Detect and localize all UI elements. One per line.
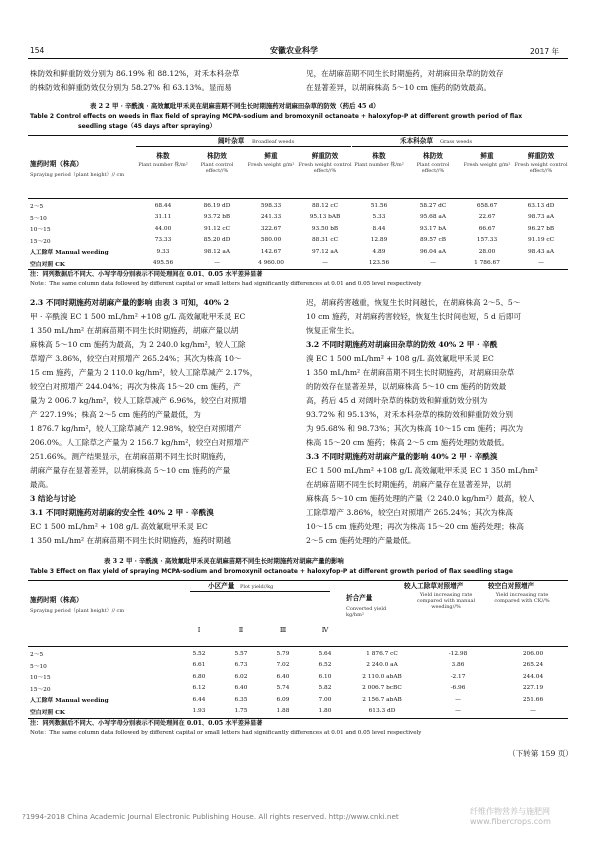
- table3-col-period-cn: 施药时期（株高）: [30, 596, 83, 604]
- paragraph-line: 麻株高 5～10 cm 施药为最高，为 2 240.0 kg/hm²，较人工除: [30, 340, 246, 349]
- table2-cell: 73.33: [154, 237, 172, 244]
- footer-copyright: ?1994-2018 China Academic Journal Electronic Publishing House. All rights reserved. http://www.cnki.net: [22, 812, 399, 821]
- intro-right-1: 见，在胡麻苗期不同生长时期施药，对胡麻田杂草的防效存: [306, 69, 504, 78]
- table2-cell: 5.33: [372, 214, 386, 221]
- table2-subheader-cn: 株数: [372, 152, 386, 160]
- table2-col-period-cn: 施药时期（株高）: [30, 160, 83, 168]
- table-row: [28, 671, 568, 683]
- page-number: 154: [30, 46, 45, 55]
- table2-cell: 88.31 cC: [311, 237, 339, 244]
- table3-cell: 2 110.0 abAB: [362, 673, 402, 680]
- table2-period-cell: 人工除草 Manual weeding: [30, 250, 109, 257]
- table3-cell: 3.86: [451, 662, 465, 669]
- table3-top-rule: [28, 580, 568, 581]
- table2-cell: 63.13 dD: [527, 202, 555, 209]
- table2-group-rule-left: [136, 146, 351, 147]
- table3-cell: 1.75: [234, 708, 248, 715]
- table2-cell: 98.73 aA: [527, 214, 555, 221]
- table2-caption-en-1: Table 2 Control effects on weeds in flax field of spraying MCPA-sodium and bromoxynil octanoate + haloxyfop-P at different growth period of flax: [30, 113, 523, 120]
- paragraph-line: 胡麻产量存在显著差异，以胡麻株高 5～10 cm 施药的产量: [30, 466, 231, 475]
- table2-cell: —: [538, 260, 544, 267]
- subsection-heading: 3.1 不同时期施药对胡麻的安全性 40% 2 甲 · 辛酰溴: [30, 508, 214, 517]
- table2-subheader-cn: 鲜重防效: [311, 152, 339, 160]
- table3-cell: 251.66: [522, 696, 544, 703]
- paragraph-line: 麻株高 5～10 cm 施药处理的产量（2 240.0 kg/hm²）最高，较人: [306, 494, 535, 503]
- table-row: [28, 683, 568, 695]
- table3-cell: 6.09: [276, 696, 290, 703]
- subsection-heading: 2.3 不同时期施药对胡麻产量的影响 由表 3 可知，40% 2: [30, 298, 230, 307]
- paragraph-line: 15 cm 施药，产量为 2 110.0 kg/hm²，较人工除草减产 2.17%，: [30, 368, 258, 377]
- table2-cell: 98.43 aA: [527, 248, 555, 255]
- table3-note-cn: 注：同列数据后不同大、小写字母分别表示不同处理间在 0.01、0.05 水平差异显著: [30, 720, 263, 727]
- table3-rep-header: Ⅰ: [197, 626, 201, 634]
- table2-period-cell: 15～20: [30, 238, 51, 245]
- paragraph-line: 为 95.68% 和 98.73%；其次为株高 10～15 cm 施药；再次为: [306, 424, 524, 433]
- table3-cell: —: [455, 708, 461, 715]
- table2-cell: —: [214, 260, 220, 267]
- table2-col-period-en: Spraying period（plant height）// cm: [30, 172, 125, 178]
- table-row: [28, 212, 568, 224]
- table3-vs-ck-en: Yield increasing rate compared with CK//%: [494, 592, 550, 604]
- table2-subheader-en: Fresh weight control effect//%: [514, 162, 568, 174]
- table2-subheader-en: Plant number 株/m²: [138, 162, 188, 168]
- paragraph-line: 草增产 3.86%，较空白对照增产 265.24%；其次为株高 10～: [30, 354, 242, 363]
- table3-cell: 5.52: [192, 650, 206, 657]
- table2-cell: 93.17 bA: [419, 225, 447, 232]
- table3-cell: 265.24: [522, 662, 544, 669]
- table2-cell: —: [430, 260, 436, 267]
- table2-cell: 93.50 bB: [311, 225, 339, 232]
- table3-caption-cn: 表 3 2 甲 · 辛酰溴 · 高效氟吡甲禾灵在胡麻苗期不同生长时期施药对胡麻产量的影响: [104, 557, 344, 565]
- table3-cell: 6.35: [234, 696, 248, 703]
- table3-cell: 2 006.7 bcBC: [362, 685, 402, 692]
- table2-group-grass-cn: 禾本科杂草: [400, 137, 433, 145]
- table3-period-cell: 15～20: [30, 686, 51, 693]
- paragraph-line: 较空白对照增产 244.04%；再次为株高 15～20 cm 施药，产: [30, 382, 241, 391]
- table2-cell: 142.67: [260, 248, 282, 255]
- table2-period-cell: 10～15: [30, 227, 51, 234]
- table3-cell: 206.00: [522, 650, 544, 657]
- table3-period-cell: 5～10: [30, 663, 47, 670]
- table2-subheader-en: Plant control effect//%: [200, 162, 234, 174]
- continued-note: （下转第 159 页）: [508, 749, 573, 758]
- table3-cell: -2.17: [450, 673, 466, 680]
- paragraph-line: 1 350 mL/hm² 在胡麻苗期不同生长时期施药，对胡麻田杂草: [306, 368, 515, 377]
- paragraph-line: 在胡麻苗期不同生长时期施药，胡麻产量存在显著差异，以胡: [306, 480, 512, 489]
- table3-vs-manual-en: Yield increasing rate compared with manual weeding//%: [416, 592, 476, 610]
- table2-cell: 598.33: [260, 202, 282, 209]
- table3-cell: 7.00: [318, 696, 332, 703]
- table2-cell: 44.00: [154, 225, 172, 232]
- table2-note-en: Note：The same column data followed by different capital or small letters had significantly differences at 0.01 and 0.05 level respectively: [30, 281, 422, 287]
- table3-cell: 2 156.7 abAB: [362, 696, 402, 703]
- table2-cell: 22.67: [478, 214, 496, 221]
- table2-subheader-cn: 鲜重防效: [527, 152, 555, 160]
- table2-cell: 86.19 dD: [203, 202, 231, 209]
- table2-cell: 95.68 aA: [419, 214, 447, 221]
- table2-cell: 51.56: [370, 202, 388, 209]
- table2-subheader: [190, 152, 244, 174]
- table3-cell: 6.61: [192, 662, 206, 669]
- subsection-heading: 3.3 不同时期施药对胡麻产量的影响 40% 2 甲 · 辛酰溴: [306, 452, 498, 461]
- table3-period-cell: 2～5: [30, 652, 44, 659]
- table3-cell: 244.04: [522, 673, 544, 680]
- table3-cell: —: [530, 708, 536, 715]
- table2-cell: 4.89: [372, 248, 386, 255]
- table3-cell: -6.96: [450, 685, 466, 692]
- table3-vs-manual-cn: 较人工除草对照增产: [404, 582, 464, 590]
- table3-cell: 5.74: [276, 685, 290, 692]
- table3-caption-en: Table 3 Effect on flax yield of spraying MCPA-sodium and bromoxynil octanoate + haloxyfop-P at different growth period of flax seedling stage: [30, 568, 513, 575]
- table2-cell: 241.33: [260, 214, 282, 221]
- table3-cell: 1.80: [318, 708, 332, 715]
- table-row: [28, 258, 568, 270]
- table3-note-en: Note：The same column data followed by different capital or small letters had significantly differences at 0.01 and 0.05 level respectively: [30, 730, 422, 736]
- paragraph-line: 93.72% 和 95.13%，对禾本科杂草的株防效和鲜重防效分别: [306, 410, 514, 419]
- table3-cell: 5.82: [318, 685, 332, 692]
- table3-converted-en: Converted yield kg/hm²: [346, 606, 387, 618]
- table3-plot-rule: [190, 591, 330, 592]
- table3-cell: -12.98: [448, 650, 468, 657]
- table3-body: [28, 648, 568, 717]
- header-rule: [28, 58, 568, 59]
- table2-caption-en-2: seedling stage（45 days after spraying）: [78, 123, 216, 130]
- paragraph-line: 2～5 cm 施药处理的产量最低。: [306, 536, 416, 545]
- table3-plot-cn: 小区产量: [208, 582, 235, 590]
- table2-subheader-cn: 鲜重: [264, 152, 278, 160]
- paragraph-line: 251.66%。测产结果显示，在胡麻苗期不同生长时期施药，: [30, 452, 231, 461]
- table2-cell: 157.33: [476, 237, 498, 244]
- table2-subheader: [136, 152, 190, 168]
- table2-top-rule: [28, 135, 568, 136]
- journal-year: 2017 年: [530, 47, 559, 56]
- table2-subheader: [298, 152, 352, 174]
- table2-cell: 658.67: [476, 202, 498, 209]
- table2-cell: 123.56: [368, 260, 390, 267]
- table2-subheader-cn: 株防效: [207, 152, 227, 160]
- table-row: [28, 648, 568, 660]
- table2-subheader-cn: 株防效: [423, 152, 443, 160]
- table3-period-cell: 空白对照 CK: [30, 709, 65, 716]
- table2-cell: 31.11: [154, 214, 172, 221]
- table3-cell: 1.93: [192, 708, 206, 715]
- table-row: [28, 694, 568, 706]
- table3-cell: 5.57: [234, 650, 248, 657]
- table2-cell: 4 960.00: [258, 260, 284, 267]
- table3-cell: 6.40: [234, 685, 248, 692]
- paragraph-line: 最高。: [30, 480, 53, 489]
- table2-cell: 97.12 aA: [311, 248, 339, 255]
- table2-header-rule: [28, 198, 568, 199]
- table2-cell: 91.19 cC: [527, 237, 555, 244]
- table3-plot-en: Plot yield//kg: [240, 584, 274, 590]
- table3-cell: 6.73: [234, 662, 248, 669]
- table2-cell: 98.12 aA: [203, 248, 231, 255]
- table2-subheader-en: Plant control effect//%: [416, 162, 450, 174]
- table3-cell: 5.79: [276, 650, 290, 657]
- table3-bottom-rule: [28, 718, 568, 719]
- table3-cell: 6.10: [318, 673, 332, 680]
- left-column: [30, 296, 292, 548]
- intro-right-2: 在显著差异，以胡麻株高 5～10 cm 施药的防效最高。: [306, 83, 492, 92]
- table2-group-grass-en: Grass weeds: [440, 139, 473, 145]
- table3-cell: 227.19: [522, 685, 544, 692]
- table2-cell: 68.44: [154, 202, 172, 209]
- table2-cell: 96.27 bB: [527, 225, 555, 232]
- table3-rep-header: Ⅳ: [321, 626, 329, 634]
- section-heading: 3 结论与讨论: [30, 494, 76, 503]
- table3-cell: 6.44: [192, 696, 206, 703]
- table3-period-cell: 人工除草 Manual weeding: [30, 698, 109, 705]
- table3-cell: 6.52: [318, 662, 332, 669]
- table2-group-rule-right: [352, 146, 568, 147]
- table2-cell: 12.89: [370, 237, 388, 244]
- table2-cell: 96.04 aA: [419, 248, 447, 255]
- table3-cell: 2 240.0 aA: [366, 662, 398, 669]
- paragraph-line: 1 350 mL/hm² 在胡麻苗期不同生长时期施药，施药时期越: [30, 536, 231, 545]
- table2-group-broadleaf-cn: 阔叶杂草: [218, 137, 245, 145]
- paragraph-line: 10 cm 施药，对胡麻药害较轻，恢复生长时间也短，5 d 后即可: [306, 312, 522, 321]
- paragraph-line: 1 876.7 kg/hm²，较人工除草减产 12.98%，较空白对照增产: [30, 424, 242, 433]
- table3-converted-cn: 折合产量: [346, 594, 373, 602]
- table3-cell: 613.3 dD: [368, 708, 396, 715]
- paragraph-line: 迟，胡麻药害越重，恢复生长时间越长，在胡麻株高 2～5、5～: [306, 298, 521, 307]
- table-row: [28, 660, 568, 672]
- paragraph-line: 产 227.19%；株高 2～5 cm 施药的产量最低，为: [30, 410, 201, 419]
- table3-cell: 1 876.7 cC: [366, 650, 398, 657]
- table2-subheader: [460, 152, 514, 168]
- paragraph-line: 溴 EC 1 500 mL/hm² + 108 g/L 高效氟吡甲禾灵 EC: [306, 354, 494, 363]
- table2-subheader: [352, 152, 406, 168]
- table2-note-cn: 注：同列数据后不同大、小写字母分别表示不同处理间在 0.01、0.05 水平差异显著: [30, 271, 263, 278]
- table3-cell: 5.64: [318, 650, 332, 657]
- paragraph-line: 量为 2 006.7 kg/hm²，较人工除草减产 6.96%，较空白对照增: [30, 396, 247, 405]
- table3-vs-ck-cn: 较空白对照增产: [488, 582, 535, 590]
- subsection-heading: 3.2 不同时期施药对胡麻田杂草的防效 40% 2 甲 · 辛酰: [306, 340, 498, 349]
- paragraph-line: 株高 15～20 cm 施药；株高 2～5 cm 施药处理防效最低。: [306, 438, 510, 447]
- table2-period-cell: 5～10: [30, 215, 47, 222]
- table2-subheader-en: Fresh weight g/m²: [463, 162, 511, 168]
- table3-header-rule: [28, 646, 568, 647]
- paragraph-line: 1 350 mL/hm² 在胡麻苗期不同生长时期施药，胡麻产量以胡: [30, 326, 239, 335]
- table3-rep-header: Ⅱ: [238, 626, 244, 634]
- paragraph-line: 恢复正常生长。: [306, 326, 360, 335]
- paragraph-line: 工除草增产 3.86%，较空白对照增产 265.24%；其次为株高: [306, 508, 514, 517]
- table2-cell: 93.72 bB: [203, 214, 231, 221]
- journal-name: 安徽农业科学: [270, 45, 318, 55]
- paragraph-line: 10～15 cm 施药处理；再次为株高 15～20 cm 施药处理；株高: [306, 522, 524, 531]
- table3-cell: 6.02: [234, 673, 248, 680]
- table2-subheader-en: Fresh weight g/m²: [247, 162, 295, 168]
- paragraph-line: 的防效存在显著差异，以胡麻株高 5～10 cm 施药的防效最: [306, 382, 507, 391]
- table2-bottom-rule: [28, 269, 568, 270]
- table2-cell: 1 786.67: [474, 260, 500, 267]
- table3-cell: 7.02: [276, 662, 290, 669]
- right-column: [306, 296, 568, 548]
- table2-cell: 95.13 bAB: [309, 214, 341, 221]
- table3-col-period-en: Spraying period（plant height）// cm: [30, 608, 125, 614]
- table2-cell: 322.67: [260, 225, 282, 232]
- footer-watermark: 纤维作物营养与施肥网 www.fibercrops.com: [470, 807, 551, 826]
- table2-cell: 495.56: [152, 260, 174, 267]
- table2-caption-cn: 表 2 2 甲 · 辛酰溴 · 高效氟吡甲禾灵在胡麻苗期不同生长时期施药对胡麻田杂草的防效（药后 45 d）: [90, 102, 380, 110]
- table3-period-cell: 10～15: [30, 675, 51, 682]
- paragraph-line: 甲 · 辛酰溴 EC 1 500 mL/hm² +108 g/L 高效氟吡甲禾灵 EC: [30, 312, 246, 321]
- paragraph-line: EC 1 500 mL/hm² +108 g/L 高效氟吡甲禾灵 EC 1 350 mL/hm²: [306, 466, 538, 475]
- table2-subheader-cn: 鲜重: [480, 152, 494, 160]
- table2-subheader: [244, 152, 298, 168]
- table2-cell: 9.33: [156, 248, 170, 255]
- table2-cell: 58.27 dC: [419, 202, 447, 209]
- table2-subheader: [514, 152, 568, 174]
- table-row: [28, 246, 568, 258]
- table2-cell: 8.44: [372, 225, 386, 232]
- table2-subheader: [406, 152, 460, 174]
- table2-cell: 85.20 dD: [203, 237, 231, 244]
- paragraph-line: 高，药后 45 d 对阔叶杂草的株防效和鲜重防效分别为: [306, 396, 488, 405]
- table2-group-broadleaf-en: Broadleaf weeds: [252, 139, 295, 145]
- table2-cell: 580.00: [260, 237, 282, 244]
- table3-cell: 6.12: [192, 685, 206, 692]
- table-row: [28, 706, 568, 718]
- paragraph-line: EC 1 500 mL/hm² + 108 g/L 高效氟吡甲禾灵 EC: [30, 522, 208, 531]
- intro-left-1: 株防效和鲜重防效分别为 86.19% 和 88.12%，对禾本科杂草: [30, 69, 240, 78]
- intro-left-2: 的株防效和鲜重防效仅分别为 58.27% 和 63.13%。显而易: [30, 83, 232, 92]
- table2-period-cell: 2～5: [30, 204, 44, 211]
- table-row: [28, 223, 568, 235]
- table3-cell: 6.80: [192, 673, 206, 680]
- table3-rep-header: Ⅲ: [279, 626, 287, 634]
- table-row: [28, 235, 568, 247]
- table2-body: [28, 200, 568, 269]
- table2-cell: 89.57 cB: [420, 237, 446, 244]
- table2-period-cell: 空白对照 CK: [30, 261, 65, 268]
- table-row: [28, 200, 568, 212]
- table2-subheader-en: Fresh weight control effect//%: [298, 162, 352, 174]
- table2-cell: 66.67: [478, 225, 496, 232]
- table2-cell: 88.12 cC: [311, 202, 339, 209]
- table2-cell: 91.12 cC: [203, 225, 231, 232]
- paragraph-line: 206.0%。人工除草之产量为 2 156.7 kg/hm²，较空白对照增产: [30, 438, 250, 447]
- table3-cell: 6.40: [276, 673, 290, 680]
- table3-cell: —: [455, 696, 461, 703]
- table3-cell: 1.88: [276, 708, 290, 715]
- table2-cell: —: [322, 260, 328, 267]
- table2-subheader-en: Plant number 株/m²: [354, 162, 404, 168]
- table2-subheader-cn: 株数: [156, 152, 170, 160]
- table2-cell: 28.00: [478, 248, 496, 255]
